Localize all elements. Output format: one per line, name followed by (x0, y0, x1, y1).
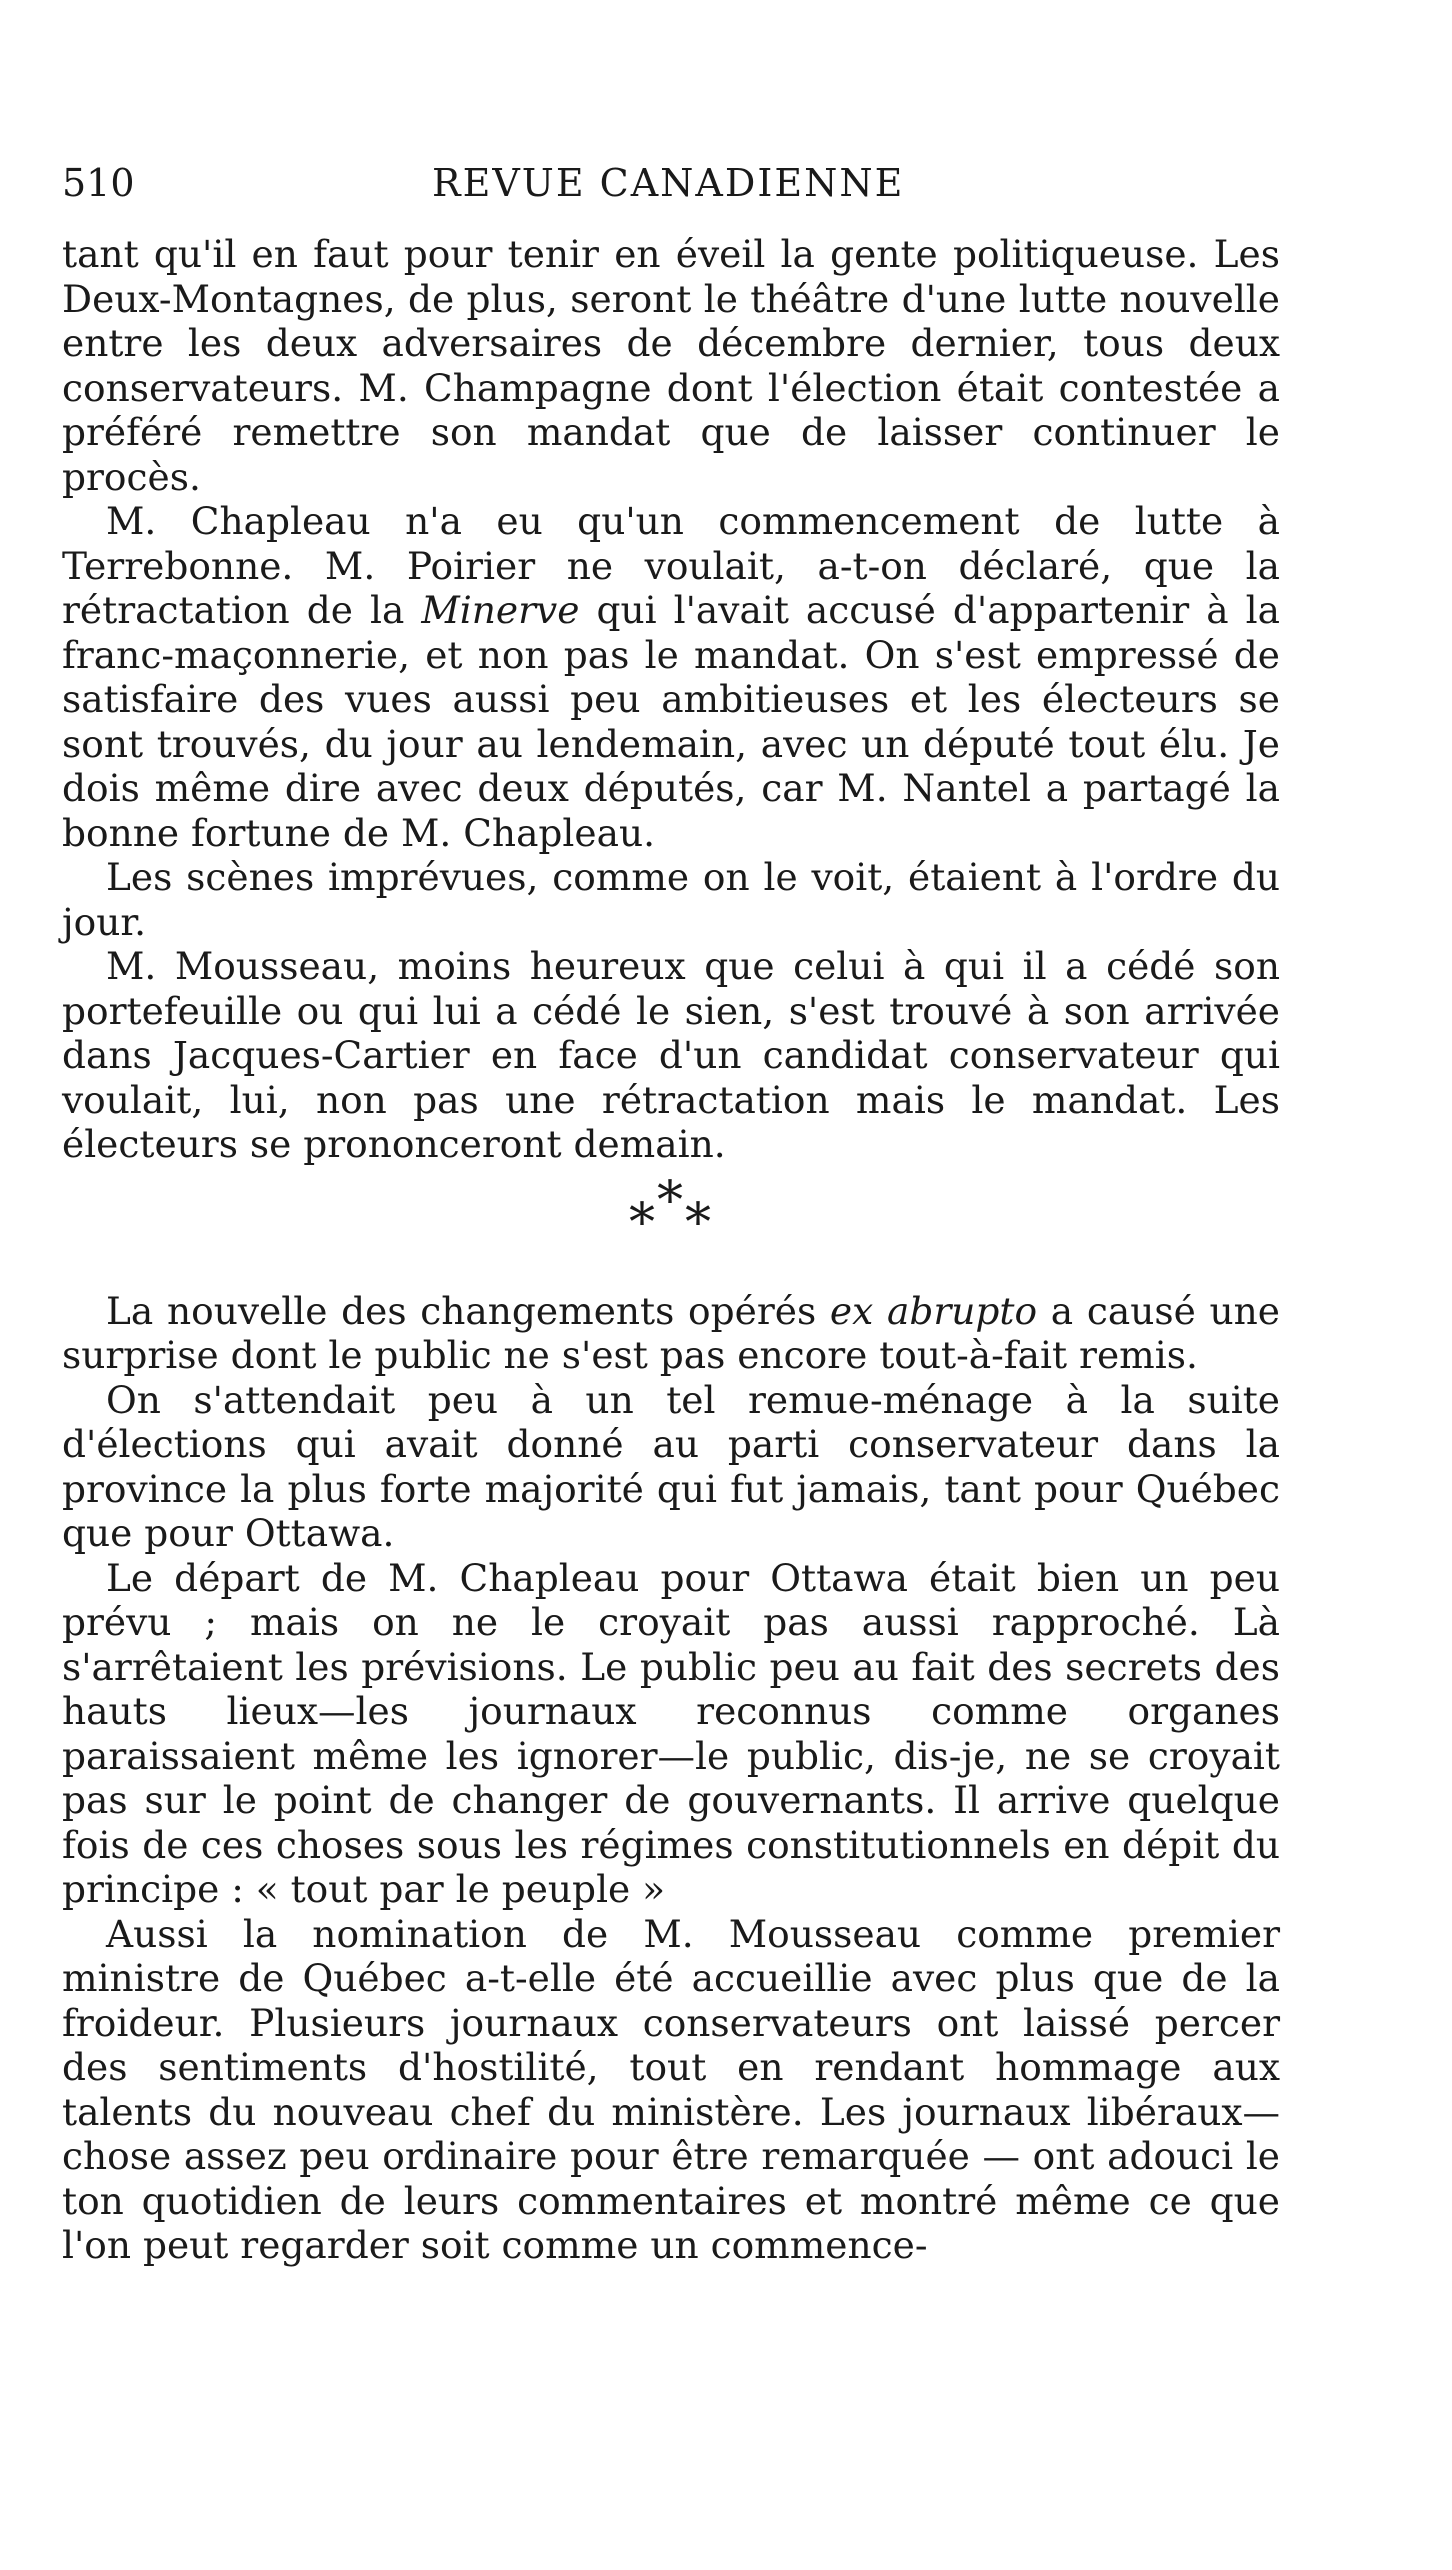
paragraph-4: M. Mousseau, moins heureux que celui à qui il a cédé son portefeuille ou qui lui a cédé le sien, s'est trouvé à son arrivée dans Jacques-Cartier en face d'un candidat conservateur qui voulait, lui, non pas une rétractation mais le mandat. Les électeurs se prononceront demain. (62, 944, 1280, 1166)
body-text (62, 232, 1280, 2268)
paragraph-2 (62, 499, 1280, 855)
asterisk-left: * (629, 1192, 657, 1253)
paragraph-1: tant qu'il en faut pour tenir en éveil la gente politiqueuse. Les Deux-Montagnes, de plus, seront le théâtre d'une lutte nouvelle entre les deux adversaires de décembre dernier, tous deux conservateurs. M. Champagne dont l'élection était contestée a préféré remettre son mandat que de laisser continuer le procès. (62, 232, 1280, 499)
paragraph-6: On s'attendait peu à un tel remue-ménage à la suite d'élections qui avait donné au parti conservateur dans la province la plus forte majorité qui fut jamais, tant pour Québec que pour Ottawa. (62, 1377, 1280, 1555)
paragraph-2-italic: Minerve (421, 588, 580, 632)
asterisk-middle: * (657, 1170, 685, 1231)
paragraph-7: Le départ de M. Chapleau pour Ottawa était bien un peu prévu ; mais on ne le croyait pas aussi rapproché. Là s'arrêtaient les prévisions. Le public peu au fait des secrets des hauts lieux—les journaux reconnus comme organes paraissaient même les ignorer—le public, dis-je, ne se croyait pas sur le point de changer de gouvernants. Il arrive quelque fois de ces choses sous les régimes constitutionnels en dépit du principe : « tout par le peuple » (62, 1555, 1280, 1911)
paragraph-5 (62, 1289, 1280, 1378)
running-head: REVUE CANADIENNE (432, 161, 905, 205)
asterisk-right: * (685, 1192, 713, 1253)
page-number: 510 (62, 161, 135, 205)
paragraph-2-text-a: M. Chapleau n'a eu qu'un commencement de lutte à Terrebonne. M. Poirier ne voulait, a-t-on déclaré, que la rétractation de la (62, 499, 1280, 632)
paragraph-8: Aussi la nomination de M. Mousseau comme premier ministre de Québec a-t-elle été accueillie avec plus que de la froideur. Plusieurs journaux conservateurs ont laissé percer des sentiments d'hostilité, tout en rendant hommage aux talents du nouveau chef du ministère. Les journaux libéraux—chose assez peu ordinaire pour être remarquée — ont adouci le ton quotidien de leurs commentaires et montré même ce que l'on peut regarder soit comme un commence- (62, 1911, 1280, 2267)
section-separator (62, 1170, 1280, 1253)
paragraph-2-text-b: qui l'avait accusé d'appartenir à la franc-maçonnerie, et non pas le mandat. On s'est empressé de satisfaire des vues aussi peu ambitieuses et les électeurs se sont trouvés, du jour au lendemain, avec un député tout élu. Je dois même dire avec deux députés, car M. Nantel a partagé la bonne fortune de M. Chapleau. (62, 588, 1280, 855)
paragraph-3: Les scènes imprévues, comme on le voit, étaient à l'ordre du jour. (62, 855, 1280, 944)
paragraph-5-italic: ex abrupto (829, 1288, 1038, 1333)
paragraph-5-text-b: a causé une surprise dont le public ne s'est pas encore tout-à-fait remis. (62, 1288, 1280, 1377)
page-header (62, 158, 1282, 208)
paragraph-5-text-a: La nouvelle des changements opérés (106, 1288, 830, 1333)
